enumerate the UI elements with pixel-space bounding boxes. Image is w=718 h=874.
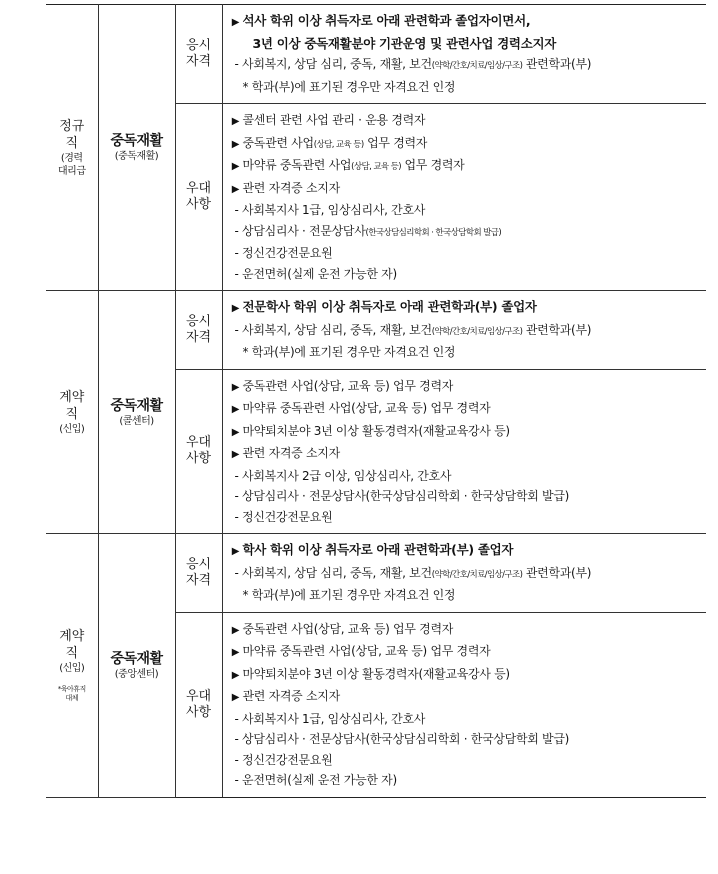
preference-line: [229, 243, 703, 264]
line-text: - 정신건강전문요원: [234, 752, 333, 767]
department-name: 중독재활: [110, 133, 163, 149]
triangle-bullet-icon: ▶: [231, 17, 240, 28]
triangle-bullet-icon: ▶: [231, 426, 240, 438]
requirement-line: [229, 77, 703, 98]
position-note-text: *육아휴직: [57, 684, 86, 693]
preference-line: [229, 664, 703, 687]
triangle-bullet-icon: ▶: [231, 183, 240, 195]
preferences-label: 우대: [185, 181, 212, 196]
requirements-detail-cell: [222, 534, 706, 613]
preference-line: [229, 750, 703, 771]
requirements-detail-cell: [222, 291, 706, 370]
line-text: - 운전면허(실제 운전 가능한 자): [234, 266, 397, 281]
line-text-post: 관련학과(부): [522, 565, 592, 580]
preferences-detail-cell: [222, 369, 706, 534]
requirements-label-cell: [175, 5, 222, 104]
requirement-line: [229, 54, 703, 77]
triangle-bullet-icon: ▶: [231, 404, 240, 415]
line-text-post: 업무 경력자: [400, 158, 465, 172]
line-text: - 운전면허(실제 운전 가능한 자): [234, 773, 397, 787]
position-sub-text: (신입): [59, 662, 85, 674]
recruitment-requirements-table: [46, 4, 706, 798]
line-text: 학사 학위 이상 취득자로 아래 관련학과(부) 졸업자: [242, 542, 514, 557]
line-text: 마약류 중독관련 사업(상담, 교육 등) 업무 경력자: [242, 401, 491, 415]
line-text: * 학과(부)에 표기된 경우만 자격요건 인정: [242, 588, 456, 602]
preference-line: [229, 398, 703, 421]
line-small-text: (상담, 교육 등): [351, 162, 401, 172]
line-text: 중독관련 사업: [242, 135, 314, 150]
line-text: - 정신건강전문요원: [234, 509, 333, 524]
triangle-bullet-icon: ▶: [231, 647, 240, 658]
position-type-text: 계약: [59, 389, 85, 405]
preference-line: [229, 729, 703, 750]
requirements-label: 응시: [185, 556, 212, 572]
position-type-cell: [46, 534, 98, 798]
line-text-post: 업무 경력자: [363, 135, 428, 150]
department-name: 중독재활: [110, 397, 163, 414]
line-small-text: (약학/간호/치료/임상/구조): [431, 326, 523, 337]
preference-line: [229, 486, 703, 507]
requirement-line: [229, 320, 703, 343]
preference-line: [229, 641, 703, 664]
line-small-text: (상담, 교육 등): [313, 139, 364, 150]
requirement-line: [229, 563, 703, 586]
preference-line: [229, 221, 703, 244]
position-sub-text: (경력: [60, 152, 83, 164]
line-text: 관련 자격증 소지자: [242, 180, 340, 195]
preference-line: [229, 155, 703, 178]
requirements-label: 응시: [185, 38, 212, 53]
preference-line: [229, 133, 703, 156]
preferences-label: 사항: [185, 704, 212, 720]
line-small-text: (약학/간호/치료/임상/구조): [431, 569, 523, 580]
preferences-label: 사항: [185, 197, 212, 212]
triangle-bullet-icon: ▶: [231, 692, 240, 703]
preference-line: [229, 264, 703, 285]
line-text: 3년 이상 중독재활분야 기관운영 및 관련사업 경력소지자: [252, 35, 557, 51]
triangle-bullet-icon: ▶: [231, 381, 240, 393]
line-text: 마약퇴치분야 3년 이상 활동경력자(재활교육강사 등): [242, 666, 510, 681]
section-1-requirements-row: [46, 5, 706, 104]
line-text: - 사회복지, 상담 심리, 중독, 재활, 보건: [234, 57, 432, 71]
preferences-label-cell: [175, 369, 222, 534]
department-cell: [98, 291, 175, 534]
line-text: 콜센터 관련 사업 관리 · 운용 경력자: [242, 113, 426, 127]
requirement-line: [229, 34, 703, 55]
position-sub-text: 대리급: [58, 165, 86, 177]
requirement-line: [229, 585, 703, 606]
line-text: 마약퇴치분야 3년 이상 활동경력자(재활교육강사 등): [242, 423, 510, 438]
position-sub-text: (신입): [59, 423, 85, 435]
preference-line: [229, 507, 703, 528]
line-text: - 사회복지사 1급, 임상심리사, 간호사: [234, 203, 426, 217]
line-text: * 학과(부)에 표기된 경우만 자격요건 인정: [242, 345, 456, 359]
requirements-detail-cell: [222, 5, 706, 104]
triangle-bullet-icon: ▶: [231, 624, 240, 636]
requirements-label: 자격: [185, 329, 212, 345]
preferences-label-cell: [175, 612, 222, 797]
triangle-bullet-icon: ▶: [231, 546, 240, 557]
triangle-bullet-icon: ▶: [231, 138, 240, 150]
preference-line: [229, 466, 703, 487]
line-text: 중독관련 사업(상담, 교육 등) 업무 경력자: [242, 621, 454, 636]
preference-line: [229, 178, 703, 201]
preference-line: [229, 443, 703, 466]
triangle-bullet-icon: ▶: [231, 669, 240, 681]
line-text: - 사회복지, 상담 심리, 중독, 재활, 보건: [234, 322, 432, 337]
line-text: 전문학사 학위 이상 취득자로 아래 관련학과(부) 졸업자: [242, 299, 537, 314]
line-text: - 사회복지사 2급 이상, 임상심리사, 간호사: [234, 468, 452, 483]
preference-line: [229, 376, 703, 399]
department-cell: [98, 534, 175, 798]
requirement-line: [229, 297, 703, 320]
position-note: [46, 685, 98, 703]
line-text: 마약류 중독관련 사업(상담, 교육 등) 업무 경력자: [242, 644, 491, 658]
line-text: 중독관련 사업(상담, 교육 등) 업무 경력자: [242, 378, 454, 393]
requirements-label-cell: [175, 534, 222, 613]
section-2-requirements-row: [46, 291, 706, 370]
line-text: * 학과(부)에 표기된 경우만 자격요건 인정: [242, 79, 456, 94]
line-text: 석사 학위 이상 취득자로 아래 관련학과 졸업자이면서,: [242, 13, 531, 28]
position-note-text: 대체: [65, 693, 79, 702]
department-name: 중독재활: [110, 650, 163, 667]
requirement-line: [229, 11, 703, 34]
preference-line: [229, 770, 703, 791]
line-text: - 상담심리사 · 전문상담사(한국상담심리학회 · 한국상담학회 발급): [234, 489, 570, 503]
requirement-line: [229, 342, 703, 363]
triangle-bullet-icon: ▶: [231, 116, 240, 127]
preference-line: [229, 110, 703, 133]
line-text: - 사회복지, 상담 심리, 중독, 재활, 보건: [234, 565, 432, 580]
section-3-requirements-row: [46, 534, 706, 613]
preferences-detail-cell: [222, 104, 706, 291]
requirement-line: [229, 540, 703, 563]
position-type-text: 정규: [59, 118, 85, 134]
department-sub: (중앙센터): [114, 668, 159, 680]
triangle-bullet-icon: ▶: [231, 449, 240, 460]
triangle-bullet-icon: ▶: [231, 303, 240, 314]
line-small-text: (약학/간호/치료/임상/구조): [431, 61, 523, 71]
line-text: - 상담심리사 · 전문상담사(한국상담심리학회 · 한국상담학회 발급): [234, 732, 570, 746]
requirements-label: 자격: [185, 54, 212, 69]
line-text: - 사회복지사 1급, 임상심리사, 간호사: [234, 711, 426, 726]
preference-line: [229, 421, 703, 444]
requirements-label-cell: [175, 291, 222, 370]
line-text: - 상담심리사 · 전문상담사: [234, 223, 366, 238]
position-type-cell: [46, 291, 98, 534]
preference-line: [229, 619, 703, 642]
requirements-label: 자격: [185, 572, 212, 588]
position-type-text: 직: [65, 406, 79, 422]
requirements-label: 응시: [185, 313, 212, 329]
position-type-text: 계약: [59, 628, 85, 644]
line-text: 마약류 중독관련 사업: [242, 158, 352, 172]
preference-line: [229, 686, 703, 709]
table-body: [46, 5, 706, 798]
preferences-label-cell: [175, 104, 222, 291]
line-small-text: (한국상담심리학회 · 한국상담학회 발급): [365, 227, 502, 238]
line-text: 관련 자격증 소지자: [242, 689, 340, 703]
line-text-post: 관련학과(부): [522, 322, 592, 337]
preferences-label: 사항: [185, 451, 212, 467]
position-type-cell: [46, 5, 98, 291]
department-sub: (콜센터): [119, 415, 154, 427]
department-cell: [98, 5, 175, 291]
line-text: - 정신건강전문요원: [234, 246, 333, 260]
line-text-post: 관련학과(부): [522, 57, 592, 71]
triangle-bullet-icon: ▶: [231, 161, 240, 172]
department-sub: (중독재활): [114, 151, 159, 162]
line-text: 관련 자격증 소지자: [242, 446, 340, 460]
position-type-text: 직: [65, 645, 79, 661]
preference-line: [229, 709, 703, 730]
position-type-text: 직: [65, 135, 79, 151]
preferences-detail-cell: [222, 612, 706, 797]
preferences-label: 우대: [185, 435, 212, 451]
preference-line: [229, 200, 703, 221]
preferences-label: 우대: [185, 688, 212, 704]
